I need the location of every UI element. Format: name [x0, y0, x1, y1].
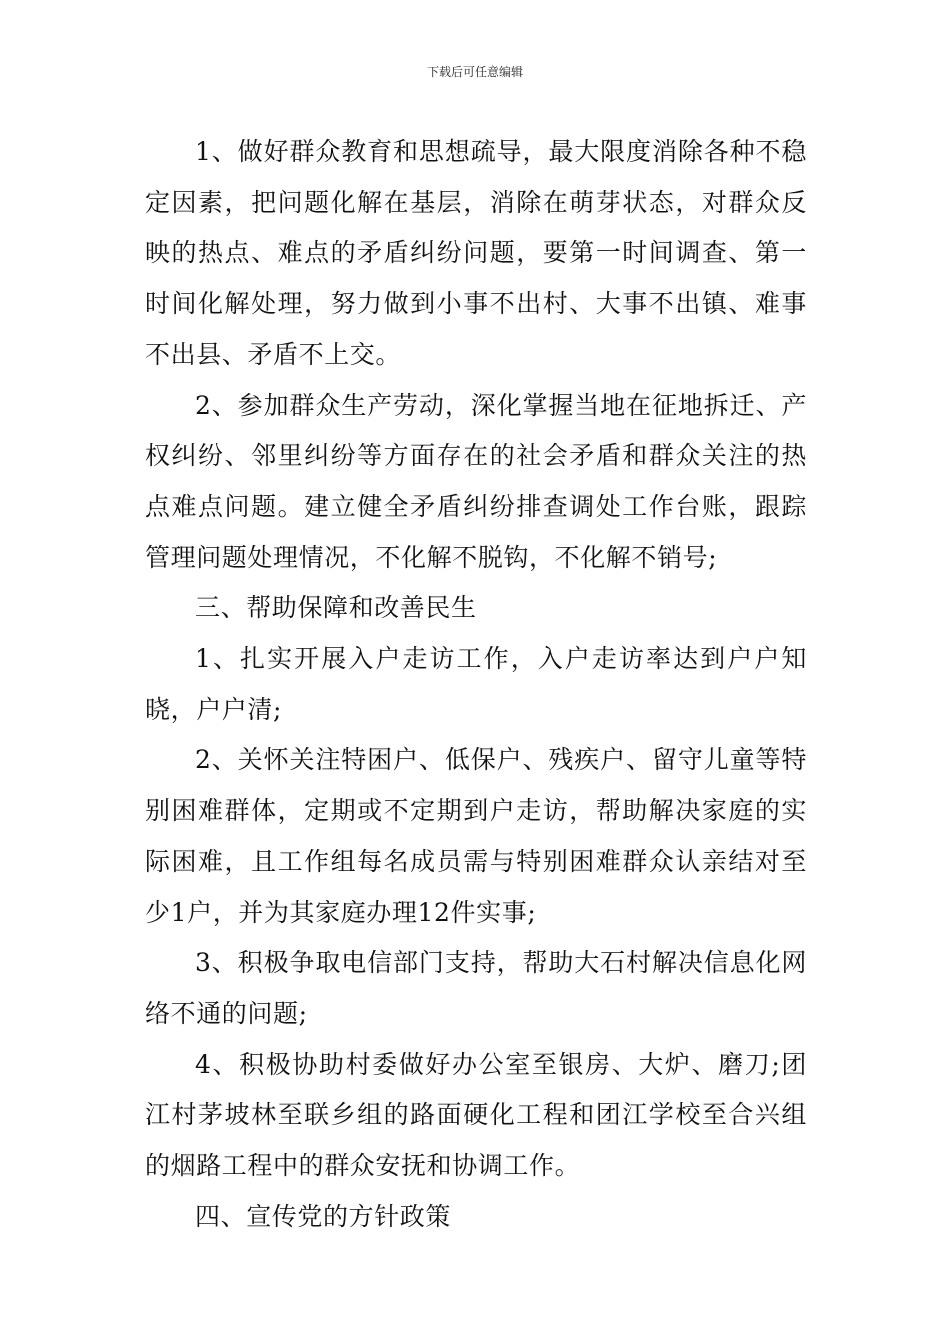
page-header-note: 下载后可任意编辑: [426, 65, 523, 79]
paragraph-6: 4、积极协助村委做好办公室至银房、大炉、磨刀;团江村茅坡林至联乡组的路面硬化工程和团江学校至合兴组的烟路工程中的群众安抚和协调工作。: [145, 1049, 807, 1181]
section-heading-4: 四、宣传党的方针政策: [195, 1201, 452, 1231]
paragraph-5: 3、积极争取电信部门支持，帮助大石村解决信息化网络不通的问题;: [145, 948, 807, 1028]
section-heading-3: 三、帮助保障和改善民生: [195, 593, 477, 623]
document-body: [145, 127, 807, 1242]
paragraph-4: 2、关怀关注特困户、低保户、残疾户、留守儿童等特别困难群体，定期或不定期到户走访，帮助解决家庭的实际困难，且工作组每名成员需与特别困难群众认亲结对至少1户，并为其家庭办理12件实事;: [145, 745, 807, 927]
paragraph-2: 2、参加群众生产劳动，深化掌握当地在征地拆迁、产权纠纷、邻里纠纷等方面存在的社会矛盾和群众关注的热点难点问题。建立健全矛盾纠纷排查调处工作台账，跟踪管理问题处理情况，不化解不脱钩，不化解不销号;: [145, 390, 807, 572]
paragraph-3: 1、扎实开展入户走访工作，入户走访率达到户户知晓，户户清;: [145, 644, 807, 724]
paragraph-1: 1、做好群众教育和思想疏导，最大限度消除各种不稳定因素，把问题化解在基层，消除在萌芽状态，对群众反映的热点、难点的矛盾纠纷问题，要第一时间调查、第一时间化解处理，努力做到小事不出村、大事不出镇、难事不出县、矛盾不上交。: [145, 137, 807, 369]
